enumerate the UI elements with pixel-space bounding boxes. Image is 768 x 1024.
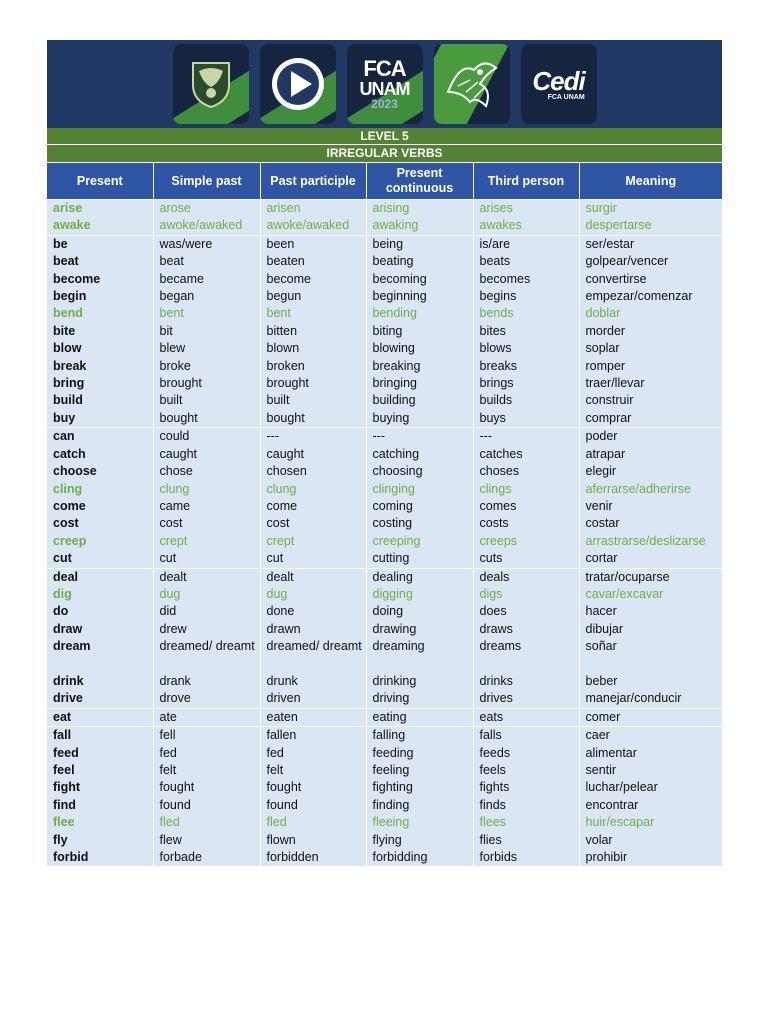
verb-form-cell: --- bbox=[260, 428, 366, 446]
verb-form-cell: cuts bbox=[473, 550, 579, 568]
table-row bbox=[47, 200, 722, 218]
table-row bbox=[47, 463, 722, 480]
table-row bbox=[47, 690, 722, 708]
verb-present-cell: drink bbox=[47, 673, 153, 690]
verb-form-cell: bent bbox=[260, 305, 366, 322]
verb-form-cell: bringing bbox=[366, 375, 473, 392]
verb-form-cell: blows bbox=[473, 340, 579, 357]
table-row bbox=[47, 271, 722, 288]
verb-form-cell: ser/estar bbox=[579, 235, 722, 253]
verb-form-cell: sentir bbox=[579, 762, 722, 779]
section-title: IRREGULAR VERBS bbox=[47, 145, 722, 163]
verb-form-cell: broke bbox=[153, 358, 260, 375]
table-row bbox=[47, 323, 722, 340]
verb-form-cell: crept bbox=[260, 533, 366, 550]
table-row bbox=[47, 235, 722, 253]
verb-present-cell: deal bbox=[47, 568, 153, 586]
verb-present-cell: fall bbox=[47, 727, 153, 745]
verb-present-cell: fly bbox=[47, 832, 153, 849]
verb-form-cell: brought bbox=[260, 375, 366, 392]
verb-form-cell: drove bbox=[153, 690, 260, 708]
table-row bbox=[47, 375, 722, 392]
verb-present-cell: cling bbox=[47, 481, 153, 498]
table-row bbox=[47, 217, 722, 235]
verb-form-cell: feeds bbox=[473, 745, 579, 762]
verb-form-cell: cut bbox=[260, 550, 366, 568]
verb-present-cell: build bbox=[47, 392, 153, 409]
verb-present-cell: catch bbox=[47, 446, 153, 463]
table-row bbox=[47, 621, 722, 638]
cedi-text: Cedi bbox=[532, 65, 585, 96]
verb-form-cell: drunk bbox=[260, 673, 366, 690]
verb-form-cell: costs bbox=[473, 515, 579, 532]
verb-form-cell: finding bbox=[366, 797, 473, 814]
verb-form-cell: bent bbox=[153, 305, 260, 322]
column-header: Present bbox=[47, 163, 153, 200]
verb-form-cell: creeping bbox=[366, 533, 473, 550]
verb-form-cell: ate bbox=[153, 708, 260, 726]
verb-form-cell: broken bbox=[260, 358, 366, 375]
verb-form-cell: cut bbox=[153, 550, 260, 568]
verb-form-cell: awaking bbox=[366, 217, 473, 235]
verb-form-cell: bends bbox=[473, 305, 579, 322]
verb-form-cell: been bbox=[260, 235, 366, 253]
table-row bbox=[47, 446, 722, 463]
verb-present-cell: beat bbox=[47, 253, 153, 270]
verb-form-cell: become bbox=[260, 271, 366, 288]
table-row bbox=[47, 638, 722, 673]
verb-form-cell: draws bbox=[473, 621, 579, 638]
verb-form-cell: comer bbox=[579, 708, 722, 726]
verb-form-cell: breaks bbox=[473, 358, 579, 375]
unam-shield-logo bbox=[173, 44, 249, 124]
verb-form-cell: clings bbox=[473, 481, 579, 498]
verb-form-cell: --- bbox=[366, 428, 473, 446]
column-header: Simple past bbox=[153, 163, 260, 200]
verb-present-cell: dream bbox=[47, 638, 153, 673]
table-header-row bbox=[47, 163, 722, 200]
table-row bbox=[47, 288, 722, 305]
verb-form-cell: fighting bbox=[366, 779, 473, 796]
shield-icon bbox=[189, 59, 233, 109]
verb-present-cell: dig bbox=[47, 586, 153, 603]
verb-form-cell: cutting bbox=[366, 550, 473, 568]
verb-form-cell: aferrarse/adherirse bbox=[579, 481, 722, 498]
table-row bbox=[47, 550, 722, 568]
verb-form-cell: cortar bbox=[579, 550, 722, 568]
table-row bbox=[47, 568, 722, 586]
verb-form-cell: falling bbox=[366, 727, 473, 745]
verb-form-cell: caught bbox=[153, 446, 260, 463]
verb-form-cell: surgir bbox=[579, 200, 722, 218]
verb-form-cell: arising bbox=[366, 200, 473, 218]
verb-form-cell: eaten bbox=[260, 708, 366, 726]
table-row bbox=[47, 814, 722, 831]
verb-form-cell: fled bbox=[260, 814, 366, 831]
verb-form-cell: drawing bbox=[366, 621, 473, 638]
verb-present-cell: do bbox=[47, 603, 153, 620]
verb-form-cell: dealt bbox=[153, 568, 260, 586]
verb-present-cell: can bbox=[47, 428, 153, 446]
verb-form-cell: caer bbox=[579, 727, 722, 745]
column-header: Third person bbox=[473, 163, 579, 200]
verb-form-cell: costar bbox=[579, 515, 722, 532]
verb-form-cell: soñar bbox=[579, 638, 722, 673]
verb-present-cell: draw bbox=[47, 621, 153, 638]
verb-form-cell: fallen bbox=[260, 727, 366, 745]
verb-present-cell: become bbox=[47, 271, 153, 288]
verb-form-cell: built bbox=[260, 392, 366, 409]
verb-form-cell: doblar bbox=[579, 305, 722, 322]
verb-form-cell: driven bbox=[260, 690, 366, 708]
verb-form-cell: built bbox=[153, 392, 260, 409]
verb-form-cell: digs bbox=[473, 586, 579, 603]
verb-form-cell: fed bbox=[260, 745, 366, 762]
table-row bbox=[47, 358, 722, 375]
verb-form-cell: buys bbox=[473, 410, 579, 428]
verb-present-cell: come bbox=[47, 498, 153, 515]
table-row bbox=[47, 481, 722, 498]
table-row bbox=[47, 410, 722, 428]
verb-form-cell: awoke/awaked bbox=[260, 217, 366, 235]
table-row bbox=[47, 603, 722, 620]
verb-form-cell: drawn bbox=[260, 621, 366, 638]
cedi-logo bbox=[521, 44, 597, 124]
verb-form-cell: comes bbox=[473, 498, 579, 515]
verb-form-cell: became bbox=[153, 271, 260, 288]
verb-form-cell: catching bbox=[366, 446, 473, 463]
unam-text: UNAM bbox=[359, 79, 410, 99]
verb-form-cell: fleeing bbox=[366, 814, 473, 831]
verb-form-cell: caught bbox=[260, 446, 366, 463]
column-header: Meaning bbox=[579, 163, 722, 200]
verb-present-cell: cost bbox=[47, 515, 153, 532]
verb-present-cell: buy bbox=[47, 410, 153, 428]
verb-form-cell: cost bbox=[153, 515, 260, 532]
verb-form-cell: being bbox=[366, 235, 473, 253]
verb-form-cell: chose bbox=[153, 463, 260, 480]
verb-form-cell: bit bbox=[153, 323, 260, 340]
verb-form-cell: bites bbox=[473, 323, 579, 340]
verb-present-cell: bring bbox=[47, 375, 153, 392]
verb-present-cell: flee bbox=[47, 814, 153, 831]
verb-form-cell: construir bbox=[579, 392, 722, 409]
eagle-logo bbox=[434, 44, 510, 124]
verb-present-cell: fight bbox=[47, 779, 153, 796]
verb-form-cell: awoke/awaked bbox=[153, 217, 260, 235]
verb-form-cell: drank bbox=[153, 673, 260, 690]
verb-form-cell: beaten bbox=[260, 253, 366, 270]
verb-form-cell: arisen bbox=[260, 200, 366, 218]
table-row bbox=[47, 253, 722, 270]
verb-present-cell: eat bbox=[47, 708, 153, 726]
verb-form-cell: done bbox=[260, 603, 366, 620]
verb-form-cell: choosing bbox=[366, 463, 473, 480]
verb-form-cell: drinks bbox=[473, 673, 579, 690]
verb-form-cell: convertirse bbox=[579, 271, 722, 288]
verb-sheet bbox=[47, 40, 722, 866]
verb-form-cell: golpear/vencer bbox=[579, 253, 722, 270]
verb-form-cell: digging bbox=[366, 586, 473, 603]
table-row bbox=[47, 708, 722, 726]
verb-form-cell: fought bbox=[153, 779, 260, 796]
verb-form-cell: dug bbox=[260, 586, 366, 603]
verb-form-cell: did bbox=[153, 603, 260, 620]
verb-form-cell: bought bbox=[153, 410, 260, 428]
verb-form-cell: encontrar bbox=[579, 797, 722, 814]
verb-present-cell: bite bbox=[47, 323, 153, 340]
verb-form-cell: blew bbox=[153, 340, 260, 357]
verb-form-cell: clung bbox=[260, 481, 366, 498]
verb-form-cell: blowing bbox=[366, 340, 473, 357]
verbs-table-body bbox=[47, 200, 722, 867]
verb-present-cell: creep bbox=[47, 533, 153, 550]
verb-form-cell: was/were bbox=[153, 235, 260, 253]
verb-present-cell: blow bbox=[47, 340, 153, 357]
verb-form-cell: crept bbox=[153, 533, 260, 550]
cedi-subtext: FCA UNAM bbox=[547, 93, 585, 101]
verb-form-cell: feels bbox=[473, 762, 579, 779]
play-logo bbox=[260, 44, 336, 124]
verb-form-cell: fell bbox=[153, 727, 260, 745]
verb-form-cell: dibujar bbox=[579, 621, 722, 638]
table-row bbox=[47, 305, 722, 322]
verb-form-cell: feeling bbox=[366, 762, 473, 779]
verb-form-cell: dreaming bbox=[366, 638, 473, 673]
verb-form-cell: building bbox=[366, 392, 473, 409]
table-row bbox=[47, 779, 722, 796]
verb-form-cell: begins bbox=[473, 288, 579, 305]
verb-form-cell: awakes bbox=[473, 217, 579, 235]
verb-form-cell: is/are bbox=[473, 235, 579, 253]
table-row bbox=[47, 340, 722, 357]
verb-form-cell: drew bbox=[153, 621, 260, 638]
verb-form-cell: huir/escapar bbox=[579, 814, 722, 831]
verb-form-cell: bending bbox=[366, 305, 473, 322]
verb-form-cell: forbidden bbox=[260, 849, 366, 866]
verb-form-cell: atrapar bbox=[579, 446, 722, 463]
verb-form-cell: dug bbox=[153, 586, 260, 603]
verbs-table bbox=[47, 163, 722, 866]
verb-form-cell: traer/llevar bbox=[579, 375, 722, 392]
verb-form-cell: could bbox=[153, 428, 260, 446]
verb-form-cell: luchar/pelear bbox=[579, 779, 722, 796]
verb-form-cell: becoming bbox=[366, 271, 473, 288]
column-header: Past participle bbox=[260, 163, 366, 200]
table-row bbox=[47, 392, 722, 409]
verb-form-cell: comprar bbox=[579, 410, 722, 428]
level-title: LEVEL 5 bbox=[47, 128, 722, 145]
verb-form-cell: cost bbox=[260, 515, 366, 532]
verb-form-cell: fought bbox=[260, 779, 366, 796]
verb-present-cell: cut bbox=[47, 550, 153, 568]
verb-form-cell: beginning bbox=[366, 288, 473, 305]
verb-form-cell: alimentar bbox=[579, 745, 722, 762]
logo-banner bbox=[47, 40, 722, 128]
verb-form-cell: buying bbox=[366, 410, 473, 428]
table-row bbox=[47, 832, 722, 849]
verb-present-cell: choose bbox=[47, 463, 153, 480]
verb-form-cell: fled bbox=[153, 814, 260, 831]
verb-present-cell: feel bbox=[47, 762, 153, 779]
verb-form-cell: arises bbox=[473, 200, 579, 218]
verb-form-cell: builds bbox=[473, 392, 579, 409]
verb-form-cell: despertarse bbox=[579, 217, 722, 235]
verb-form-cell: tratar/ocuparse bbox=[579, 568, 722, 586]
verb-form-cell: breaking bbox=[366, 358, 473, 375]
verb-form-cell: bought bbox=[260, 410, 366, 428]
year-text: 2023 bbox=[371, 97, 398, 111]
verb-form-cell: found bbox=[153, 797, 260, 814]
verb-form-cell: choses bbox=[473, 463, 579, 480]
verb-form-cell: deals bbox=[473, 568, 579, 586]
verb-form-cell: beber bbox=[579, 673, 722, 690]
verb-form-cell: beat bbox=[153, 253, 260, 270]
verb-form-cell: eats bbox=[473, 708, 579, 726]
table-row bbox=[47, 849, 722, 866]
verb-form-cell: romper bbox=[579, 358, 722, 375]
table-row bbox=[47, 533, 722, 550]
verb-form-cell: came bbox=[153, 498, 260, 515]
verb-form-cell: volar bbox=[579, 832, 722, 849]
verb-form-cell: becomes bbox=[473, 271, 579, 288]
verb-form-cell: falls bbox=[473, 727, 579, 745]
verb-form-cell: brought bbox=[153, 375, 260, 392]
verb-form-cell: began bbox=[153, 288, 260, 305]
table-row bbox=[47, 498, 722, 515]
verb-form-cell: flies bbox=[473, 832, 579, 849]
table-row bbox=[47, 673, 722, 690]
verb-form-cell: clinging bbox=[366, 481, 473, 498]
play-icon bbox=[266, 52, 330, 116]
verb-present-cell: drive bbox=[47, 690, 153, 708]
verb-form-cell: fights bbox=[473, 779, 579, 796]
verb-form-cell: blown bbox=[260, 340, 366, 357]
verb-present-cell: be bbox=[47, 235, 153, 253]
verb-present-cell: awake bbox=[47, 217, 153, 235]
verb-form-cell: prohibir bbox=[579, 849, 722, 866]
verb-form-cell: dreamed/ dreamt bbox=[153, 638, 260, 673]
verb-form-cell: dealing bbox=[366, 568, 473, 586]
verb-present-cell: bend bbox=[47, 305, 153, 322]
verb-form-cell: brings bbox=[473, 375, 579, 392]
verb-form-cell: venir bbox=[579, 498, 722, 515]
verb-form-cell: drives bbox=[473, 690, 579, 708]
verb-form-cell: begun bbox=[260, 288, 366, 305]
verb-form-cell: forbade bbox=[153, 849, 260, 866]
verb-form-cell: forbids bbox=[473, 849, 579, 866]
verb-present-cell: find bbox=[47, 797, 153, 814]
table-row bbox=[47, 515, 722, 532]
verb-form-cell: creeps bbox=[473, 533, 579, 550]
table-row bbox=[47, 727, 722, 745]
verb-present-cell: break bbox=[47, 358, 153, 375]
verb-form-cell: flees bbox=[473, 814, 579, 831]
verb-form-cell: drinking bbox=[366, 673, 473, 690]
verb-form-cell: biting bbox=[366, 323, 473, 340]
verb-form-cell: beats bbox=[473, 253, 579, 270]
verb-form-cell: finds bbox=[473, 797, 579, 814]
verb-form-cell: costing bbox=[366, 515, 473, 532]
verb-form-cell: hacer bbox=[579, 603, 722, 620]
verb-form-cell: elegir bbox=[579, 463, 722, 480]
verb-form-cell: poder bbox=[579, 428, 722, 446]
verb-form-cell: found bbox=[260, 797, 366, 814]
verb-form-cell: manejar/conducir bbox=[579, 690, 722, 708]
table-row bbox=[47, 428, 722, 446]
verb-form-cell: arrastrarse/deslizarse bbox=[579, 533, 722, 550]
verb-form-cell: coming bbox=[366, 498, 473, 515]
verb-form-cell: beating bbox=[366, 253, 473, 270]
verb-form-cell: empezar/comenzar bbox=[579, 288, 722, 305]
verb-present-cell: begin bbox=[47, 288, 153, 305]
column-header: Present continuous bbox=[366, 163, 473, 200]
verb-present-cell: forbid bbox=[47, 849, 153, 866]
verb-form-cell: flown bbox=[260, 832, 366, 849]
verb-form-cell: catches bbox=[473, 446, 579, 463]
verb-form-cell: driving bbox=[366, 690, 473, 708]
verb-form-cell: dreamed/ dreamt bbox=[260, 638, 366, 673]
verb-form-cell: forbidding bbox=[366, 849, 473, 866]
verb-form-cell: fed bbox=[153, 745, 260, 762]
verb-form-cell: does bbox=[473, 603, 579, 620]
verb-form-cell: chosen bbox=[260, 463, 366, 480]
verb-form-cell: felt bbox=[153, 762, 260, 779]
verb-form-cell: bitten bbox=[260, 323, 366, 340]
verb-form-cell: feeding bbox=[366, 745, 473, 762]
verb-form-cell: doing bbox=[366, 603, 473, 620]
verb-form-cell: clung bbox=[153, 481, 260, 498]
verb-form-cell: cavar/excavar bbox=[579, 586, 722, 603]
verb-form-cell: soplar bbox=[579, 340, 722, 357]
table-row bbox=[47, 762, 722, 779]
verb-form-cell: --- bbox=[473, 428, 579, 446]
table-row bbox=[47, 586, 722, 603]
verb-form-cell: flying bbox=[366, 832, 473, 849]
verb-form-cell: dreams bbox=[473, 638, 579, 673]
verb-form-cell: come bbox=[260, 498, 366, 515]
fca-text: FCA bbox=[363, 56, 406, 81]
verb-form-cell: dealt bbox=[260, 568, 366, 586]
verb-present-cell: arise bbox=[47, 200, 153, 218]
verb-present-cell: feed bbox=[47, 745, 153, 762]
eagle-icon bbox=[440, 52, 504, 116]
verb-form-cell: arose bbox=[153, 200, 260, 218]
verb-form-cell: flew bbox=[153, 832, 260, 849]
fca-unam-logo bbox=[347, 44, 423, 124]
table-row bbox=[47, 797, 722, 814]
table-row bbox=[47, 745, 722, 762]
verb-form-cell: morder bbox=[579, 323, 722, 340]
verb-form-cell: eating bbox=[366, 708, 473, 726]
verb-form-cell: felt bbox=[260, 762, 366, 779]
